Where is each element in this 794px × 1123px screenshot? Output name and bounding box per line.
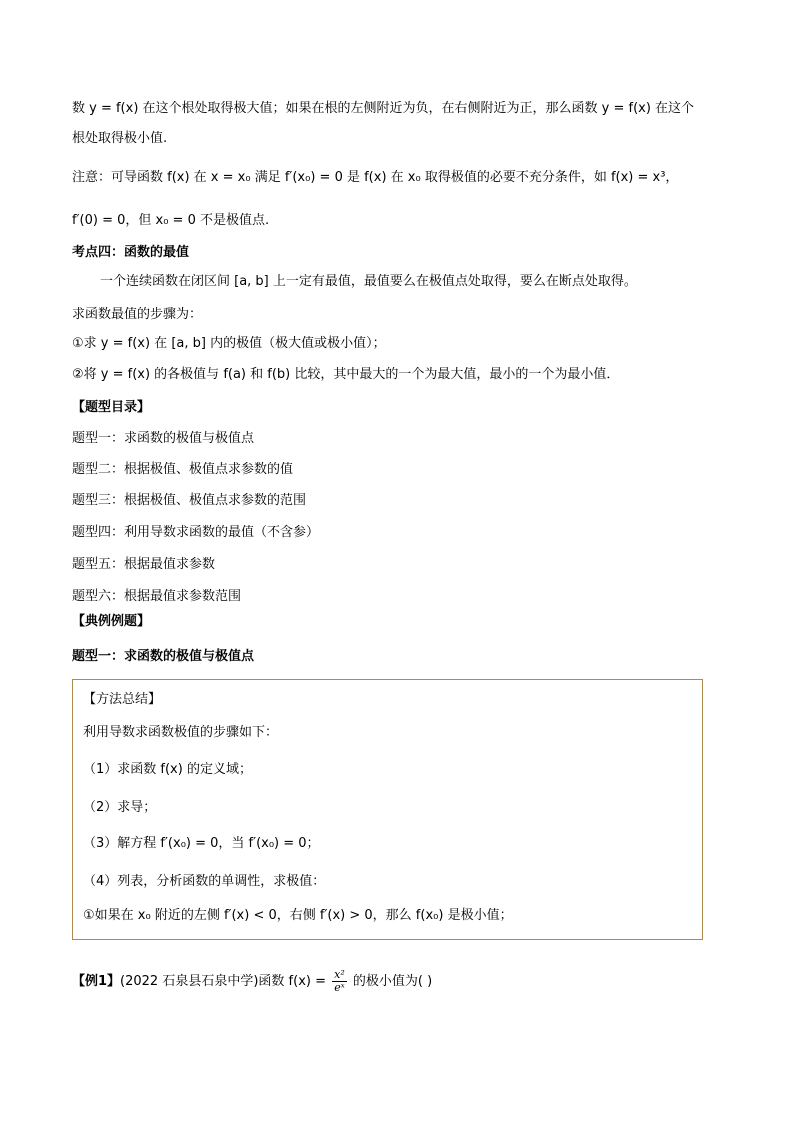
catalog-item: 题型一：求函数的极值与极值点 <box>72 431 255 446</box>
text-line: 数 y = f(x) 在这个根处取得极大值；如果在根的左侧附近为负，在右侧附近为正，那么函数 y = f(x) 在这个 <box>72 101 695 116</box>
catalog-heading: 【题型目录】 <box>72 400 151 415</box>
catalog-item: 题型二：根据极值、极值点求参数的值 <box>72 462 294 477</box>
fraction-denominator: eˣ <box>334 981 345 994</box>
example-prefix: 函数 f(x) = <box>258 974 326 989</box>
box-step: （2）求导； <box>83 800 157 815</box>
catalog-item: 题型六：根据最值求参数范围 <box>72 589 242 604</box>
fraction <box>332 969 347 994</box>
catalog-item: 题型五：根据最值求参数 <box>72 557 216 572</box>
fraction-numerator: x² <box>334 968 345 981</box>
examples-heading: 【典例例题】 <box>72 614 151 629</box>
box-title: 【方法总结】 <box>83 692 162 707</box>
text-line: 根处取得极小值. <box>72 131 168 146</box>
box-step: （3）解方程 f′(x₀) = 0，当 f′(x₀) = 0； <box>83 836 320 851</box>
box-step: （1）求函数 f(x) 的定义域； <box>83 762 252 777</box>
example-suffix: 的极小值为( ) <box>352 974 433 989</box>
step-line: ①求 y = f(x) 在 [a, b] 内的极值（极大值或极小值）； <box>72 336 386 351</box>
method-summary-box <box>72 679 703 940</box>
note-line: 注意：可导函数 f(x) 在 x = x₀ 满足 f′(x₀) = 0 是 f(x) 在 x₀ 取得极值的必要不充分条件，如 f(x) = x³， <box>72 170 679 185</box>
text-line: 一个连续函数在闭区间 [a, b] 上一定有最值，最值要么在极值点处取得，要么在断点处取得。 <box>100 274 637 289</box>
box-step: ①如果在 x₀ 附近的左侧 f′(x) < 0，右侧 f′(x) > 0，那么 f(x₀) 是极小值； <box>83 908 513 923</box>
text-line: 求函数最值的步骤为： <box>72 307 203 322</box>
type-heading: 题型一：求函数的极值与极值点 <box>72 649 255 664</box>
section-heading: 考点四：函数的最值 <box>72 245 190 260</box>
box-step: （4）列表，分析函数的单调性，求极值： <box>83 874 326 889</box>
example-label: 【例1】 <box>72 974 121 989</box>
catalog-item: 题型三：根据极值、极值点求参数的范围 <box>72 493 307 508</box>
catalog-item: 题型四：利用导数求函数的最值（不含参） <box>72 525 320 540</box>
box-text: 利用导数求函数极值的步骤如下： <box>83 725 279 740</box>
example-1 <box>72 968 432 996</box>
note-line: f′(0) = 0，但 x₀ = 0 不是极值点. <box>72 213 270 228</box>
step-line: ②将 y = f(x) 的各极值与 f(a) 和 f(b) 比较，其中最大的一个为最大值，最小的一个为最小值． <box>72 367 620 382</box>
example-source: (2022 石泉县石泉中学) <box>120 974 259 989</box>
